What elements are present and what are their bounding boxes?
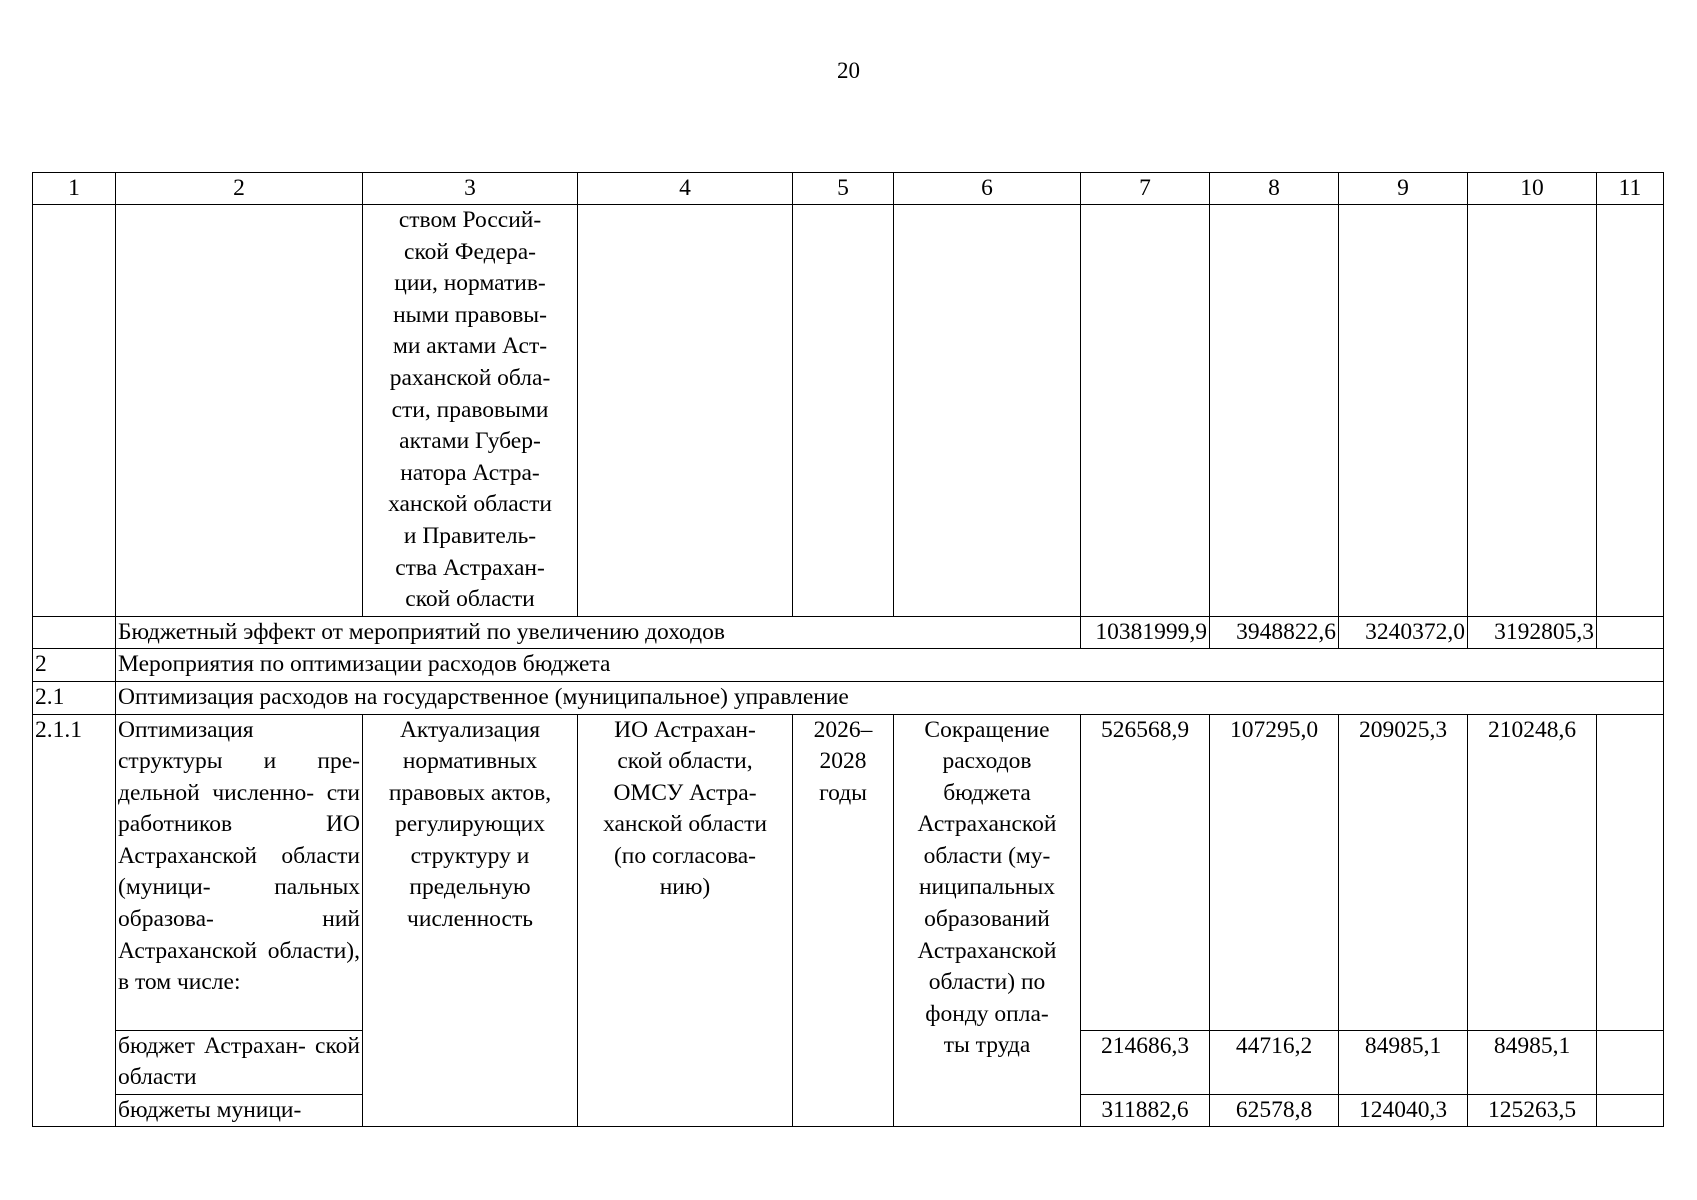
financial-table: [32, 172, 1664, 1127]
cont-cell-11: [1597, 205, 1664, 617]
item-2-1-1-period: 2026– 2028 годы: [793, 714, 894, 1127]
budget-effect-row: [33, 616, 1664, 649]
col-header-9: 9: [1339, 173, 1468, 205]
regional-budget-col10: 84985,1: [1468, 1030, 1597, 1094]
budget-effect-col9: 3240372,0: [1339, 616, 1468, 649]
regional-budget-label: бюджет Астрахан- ской области: [116, 1030, 363, 1094]
col-header-1: 1: [33, 173, 116, 205]
cont-cell-1: [33, 205, 116, 617]
col-header-5: 5: [793, 173, 894, 205]
cont-cell-5: [793, 205, 894, 617]
cont-cell-7: [1081, 205, 1210, 617]
cont-cell-8: [1210, 205, 1339, 617]
item-2-1-1-col8: 107295,0: [1210, 714, 1339, 1030]
regional-budget-col11: [1597, 1030, 1664, 1094]
item-2-1-1-row: [33, 714, 1664, 1030]
item-2-1-1-effect: Сокращение расходов бюджета Астраханской области (му- ниципальных образований Астраханской области) по фонду опла- ты труда: [894, 714, 1081, 1127]
budget-effect-col8: 3948822,6: [1210, 616, 1339, 649]
municipal-budgets-col11: [1597, 1094, 1664, 1127]
item-2-1-1-action: Актуализация нормативных правовых актов, регулирующих структуру и предельную численность: [363, 714, 578, 1127]
cont-cell-4: [578, 205, 793, 617]
regional-budget-col7: 214686,3: [1081, 1030, 1210, 1094]
municipal-budgets-col9: 124040,3: [1339, 1094, 1468, 1127]
col-header-2: 2: [116, 173, 363, 205]
municipal-budgets-col10: 125263,5: [1468, 1094, 1597, 1127]
municipal-budgets-col7: 311882,6: [1081, 1094, 1210, 1127]
regional-budget-col8: 44716,2: [1210, 1030, 1339, 1094]
column-number-row: [33, 173, 1664, 205]
col-header-4: 4: [578, 173, 793, 205]
page-number: 20: [837, 58, 860, 83]
item-2-1-1-col11: [1597, 714, 1664, 1030]
col-header-3: 3: [363, 173, 578, 205]
section-2-row: [33, 649, 1664, 682]
cont-cell-6: [894, 205, 1081, 617]
item-2-1-1-description: Оптимизация структуры и пре- дельной численно- сти работников ИО Астраханской области (муници- пальных образова- ний Астраханской области), в том числе:: [116, 714, 363, 1030]
cont-cell-2: [116, 205, 363, 617]
budget-effect-num: [33, 616, 116, 649]
col-header-10: 10: [1468, 173, 1597, 205]
col-header-11: 11: [1597, 173, 1664, 205]
cont-legal-basis-text: ством Россий- ской Федера- ции, норматив- ными правовы- ми актами Аст- раханской обла- сти, правовыми актами Губер- натора Астра- ханской области и Правитель- ства Астрахан- ской области: [363, 205, 578, 617]
item-2-1-1-col9: 209025,3: [1339, 714, 1468, 1030]
section-2-1-row: [33, 681, 1664, 714]
municipal-budgets-col8: 62578,8: [1210, 1094, 1339, 1127]
item-2-1-1-num: 2.1.1: [33, 714, 116, 1127]
section-2-num: 2: [33, 649, 116, 682]
item-2-1-1-executor: ИО Астрахан- ской области, ОМСУ Астра- ханской области (по согласова- нию): [578, 714, 793, 1127]
item-2-1-1-col7: 526568,9: [1081, 714, 1210, 1030]
section-2-1-num: 2.1: [33, 681, 116, 714]
continuation-row: [33, 205, 1664, 617]
budget-effect-col11: [1597, 616, 1664, 649]
budget-effect-label: Бюджетный эффект от мероприятий по увеличению доходов: [116, 616, 1081, 649]
col-header-6: 6: [894, 173, 1081, 205]
item-2-1-1-col10: 210248,6: [1468, 714, 1597, 1030]
regional-budget-col9: 84985,1: [1339, 1030, 1468, 1094]
municipal-budgets-label: бюджеты муници-: [116, 1094, 363, 1127]
section-2-title: Мероприятия по оптимизации расходов бюджета: [116, 649, 1664, 682]
cont-cell-9: [1339, 205, 1468, 617]
col-header-7: 7: [1081, 173, 1210, 205]
budget-effect-col7: 10381999,9: [1081, 616, 1210, 649]
cont-cell-10: [1468, 205, 1597, 617]
budget-effect-col10: 3192805,3: [1468, 616, 1597, 649]
section-2-1-title: Оптимизация расходов на государственное (муниципальное) управление: [116, 681, 1664, 714]
col-header-8: 8: [1210, 173, 1339, 205]
